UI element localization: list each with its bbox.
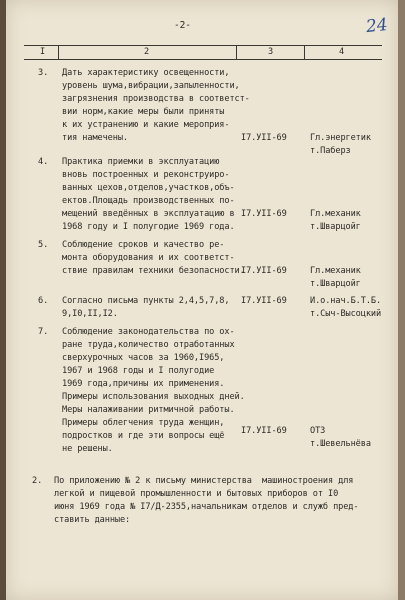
row-date: I7.УII-69 [241, 426, 287, 436]
column-divider-2 [236, 45, 237, 59]
row-responsible-name: т.Шевельнёва [310, 439, 371, 449]
row-number: 6. [38, 296, 49, 306]
row-number: 7. [38, 327, 49, 337]
column-header-4: 4 [339, 47, 345, 57]
row-responsible: И.о.нач.Б.Т.Б. [310, 296, 382, 306]
column-divider-1 [58, 45, 59, 59]
row-date: I7.УII-69 [241, 296, 287, 306]
column-header-3: 3 [268, 47, 274, 57]
row-date: I7.УII-69 [241, 209, 287, 219]
page-edge [398, 0, 405, 600]
row-number: 5. [38, 240, 49, 250]
paragraph-number: 2. [32, 476, 43, 486]
column-divider-3 [304, 45, 305, 59]
table-top-rule [24, 45, 382, 46]
document-sheet: -2- 24 I 2 3 4 3. Дать характеристику освещенности, уровень шума,вибрации,запыленности, загрязнения производства в соответст- вии норм,какие меры были приняты к их устранению и какие мероприя- тия намечены. I7.УII-69 Гл.энергетик т.Паберз 4. Практика приемки в эксплуатацию вновь построенных и реконструиро- ванных цехов,отделов,участков,объ- ектов.Площадь производственных по- мещений введённых в эксплуатацию в 1968 году и I полугодие 1969 года. I7.УII-69 Гл.механик т.Шварцойг 5. Соблюдение сроков и качество ре- монта оборудования и их соответст- ствие правилам техники безопасности. I7.УII-69 Гл.механик т.Шварцойг 6. Согласно письма пункты 2,4,5,7,8, 9,I0,II,I2. I7.УII-69 И.о.нач.Б.Т.Б. т.Сыч-Высоцкий 7. Соблюдение законодательства по ох- ране труда,количество отработанных сверхурочных часов за 1960,I965, 1967 и 1968 годы и I полугодие 1969 года,причины их применения. Примеры использования выходных дней. Меры налаживании ритмичной работы. Примеры облегчения труда женщин, подростков и где эти вопросы ещё не решены. I7.УII-69 ОТЗ т.Шевельнёва 2. По приложению № 2 к письму министерства машиностроения для легкой и пищевой промышленности и бытовых приборов от I0 июня 1969 года № I7/Д-2355,начальникам отделов и служб пред- ставить данные: [6, 0, 398, 600]
table-header-rule [24, 59, 382, 60]
row-responsible-name: т.Сыч-Высоцкий [310, 309, 382, 319]
row-responsible-name: т.Паберз [310, 146, 351, 156]
column-header-1: I [40, 47, 46, 57]
row-responsible: ОТЗ [310, 426, 326, 436]
row-responsible: Гл.механик [310, 209, 361, 219]
column-header-2: 2 [144, 47, 150, 57]
row-responsible: Гл.энергетик [310, 133, 371, 143]
row-date: I7.УII-69 [241, 133, 287, 143]
row-number: 4. [38, 157, 49, 167]
page-number: -2- [174, 20, 191, 31]
row-number: 3. [38, 68, 49, 78]
handwritten-page-number: 24 [365, 14, 389, 38]
row-responsible-name: т.Шварцойг [310, 222, 361, 232]
row-responsible-name: т.Шварцойг [310, 279, 361, 289]
row-responsible: Гл.механик [310, 266, 361, 276]
row-date: I7.УII-69 [241, 266, 287, 276]
